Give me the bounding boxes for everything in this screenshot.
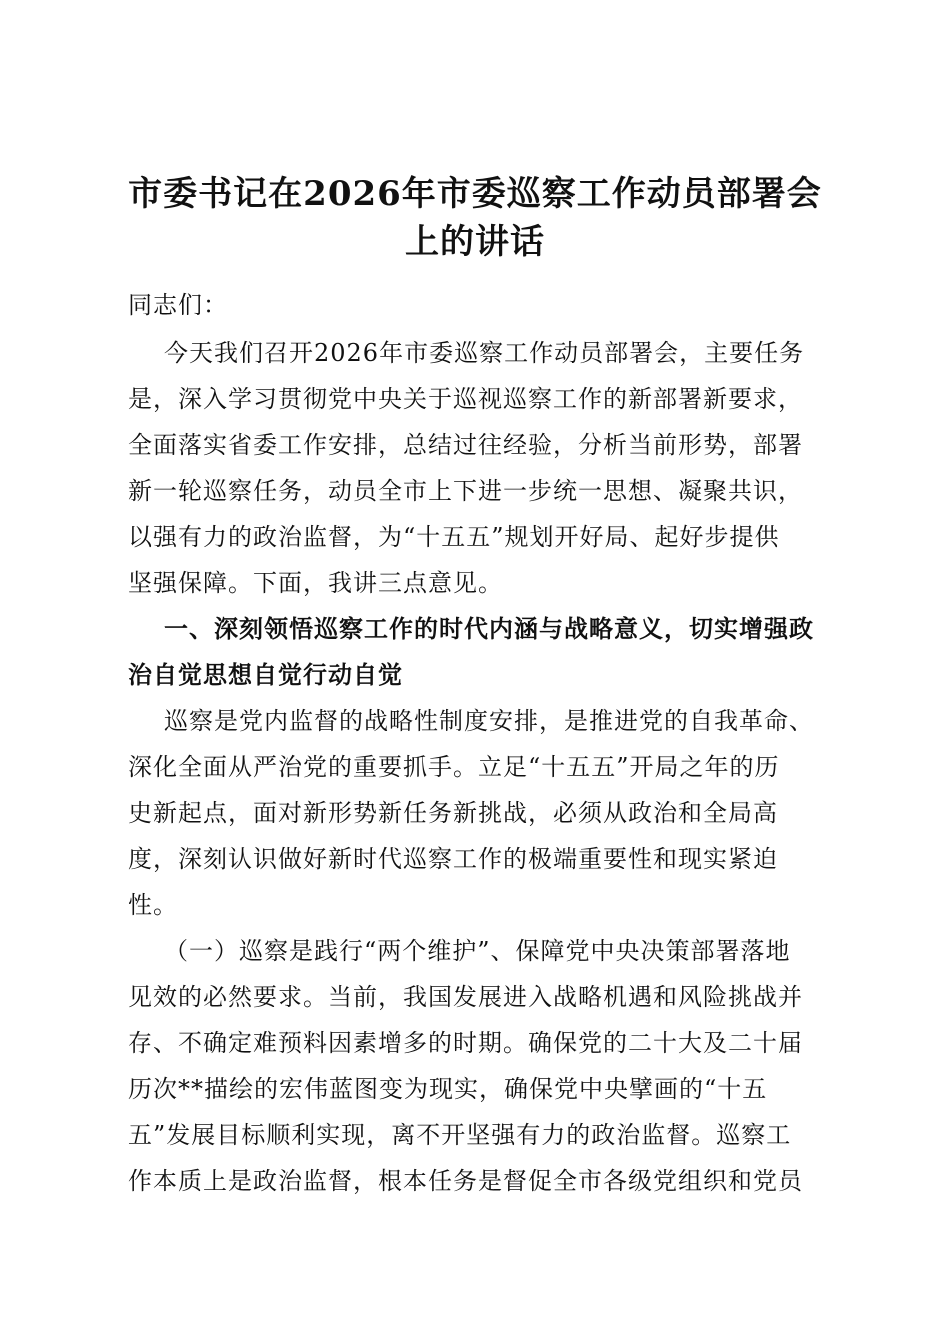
body-line: 存、不确定难预料因素增多的时期。确保党的二十大及二十届 [128, 1029, 803, 1057]
body-line: 五”发展目标顺利实现，离不开坚强有力的政治监督。巡察工 [128, 1121, 792, 1149]
body-line: 史新起点，面对新形势新任务新挑战，必须从政治和全局高 [128, 799, 778, 827]
body-line: 性。 [128, 891, 178, 919]
body-line: （一）巡察是践行“两个维护”、保障党中央决策部署落地 [164, 937, 791, 965]
body-line: 坚强保障。下面，我讲三点意见。 [128, 569, 503, 597]
document-title-line-1: 市委书记在2026年市委巡察工作动员部署会 [128, 174, 822, 214]
body-line: 历次**描绘的宏伟蓝图变为现实，确保党中央擘画的“十五 [128, 1075, 768, 1103]
body-line: 以强有力的政治监督，为“十五五”规划开好局、起好步提供 [128, 523, 780, 551]
body-line: 今天我们召开2026年市委巡察工作动员部署会，主要任务 [164, 339, 805, 367]
body-line: 是，深入学习贯彻党中央关于巡视巡察工作的新部署新要求， [128, 385, 803, 413]
body-line: 全面落实省委工作安排，总结过往经验，分析当前形势，部署 [128, 431, 803, 459]
body-line: 深化全面从严治党的重要抓手。立足“十五五”开局之年的历 [128, 753, 780, 781]
body-line: 新一轮巡察任务，动员全市上下进一步统一思想、凝聚共识， [128, 477, 803, 505]
section-heading-line: 治自觉思想自觉行动自觉 [128, 660, 403, 689]
body-line: 见效的必然要求。当前，我国发展进入战略机遇和风险挑战并 [128, 983, 803, 1011]
body-line: 巡察是党内监督的战略性制度安排，是推进党的自我革命、 [164, 707, 814, 735]
body-line: 作本质上是政治监督，根本任务是督促全市各级党组织和党员 [128, 1167, 803, 1195]
body-line: 度，深刻认识做好新时代巡察工作的极端重要性和现实紧迫 [128, 845, 778, 873]
section-heading-line: 一、深刻领悟巡察工作的时代内涵与战略意义，切实增强政 [164, 614, 814, 643]
salutation: 同志们： [128, 291, 228, 319]
document-title-line-2: 上的讲话 [405, 222, 545, 262]
